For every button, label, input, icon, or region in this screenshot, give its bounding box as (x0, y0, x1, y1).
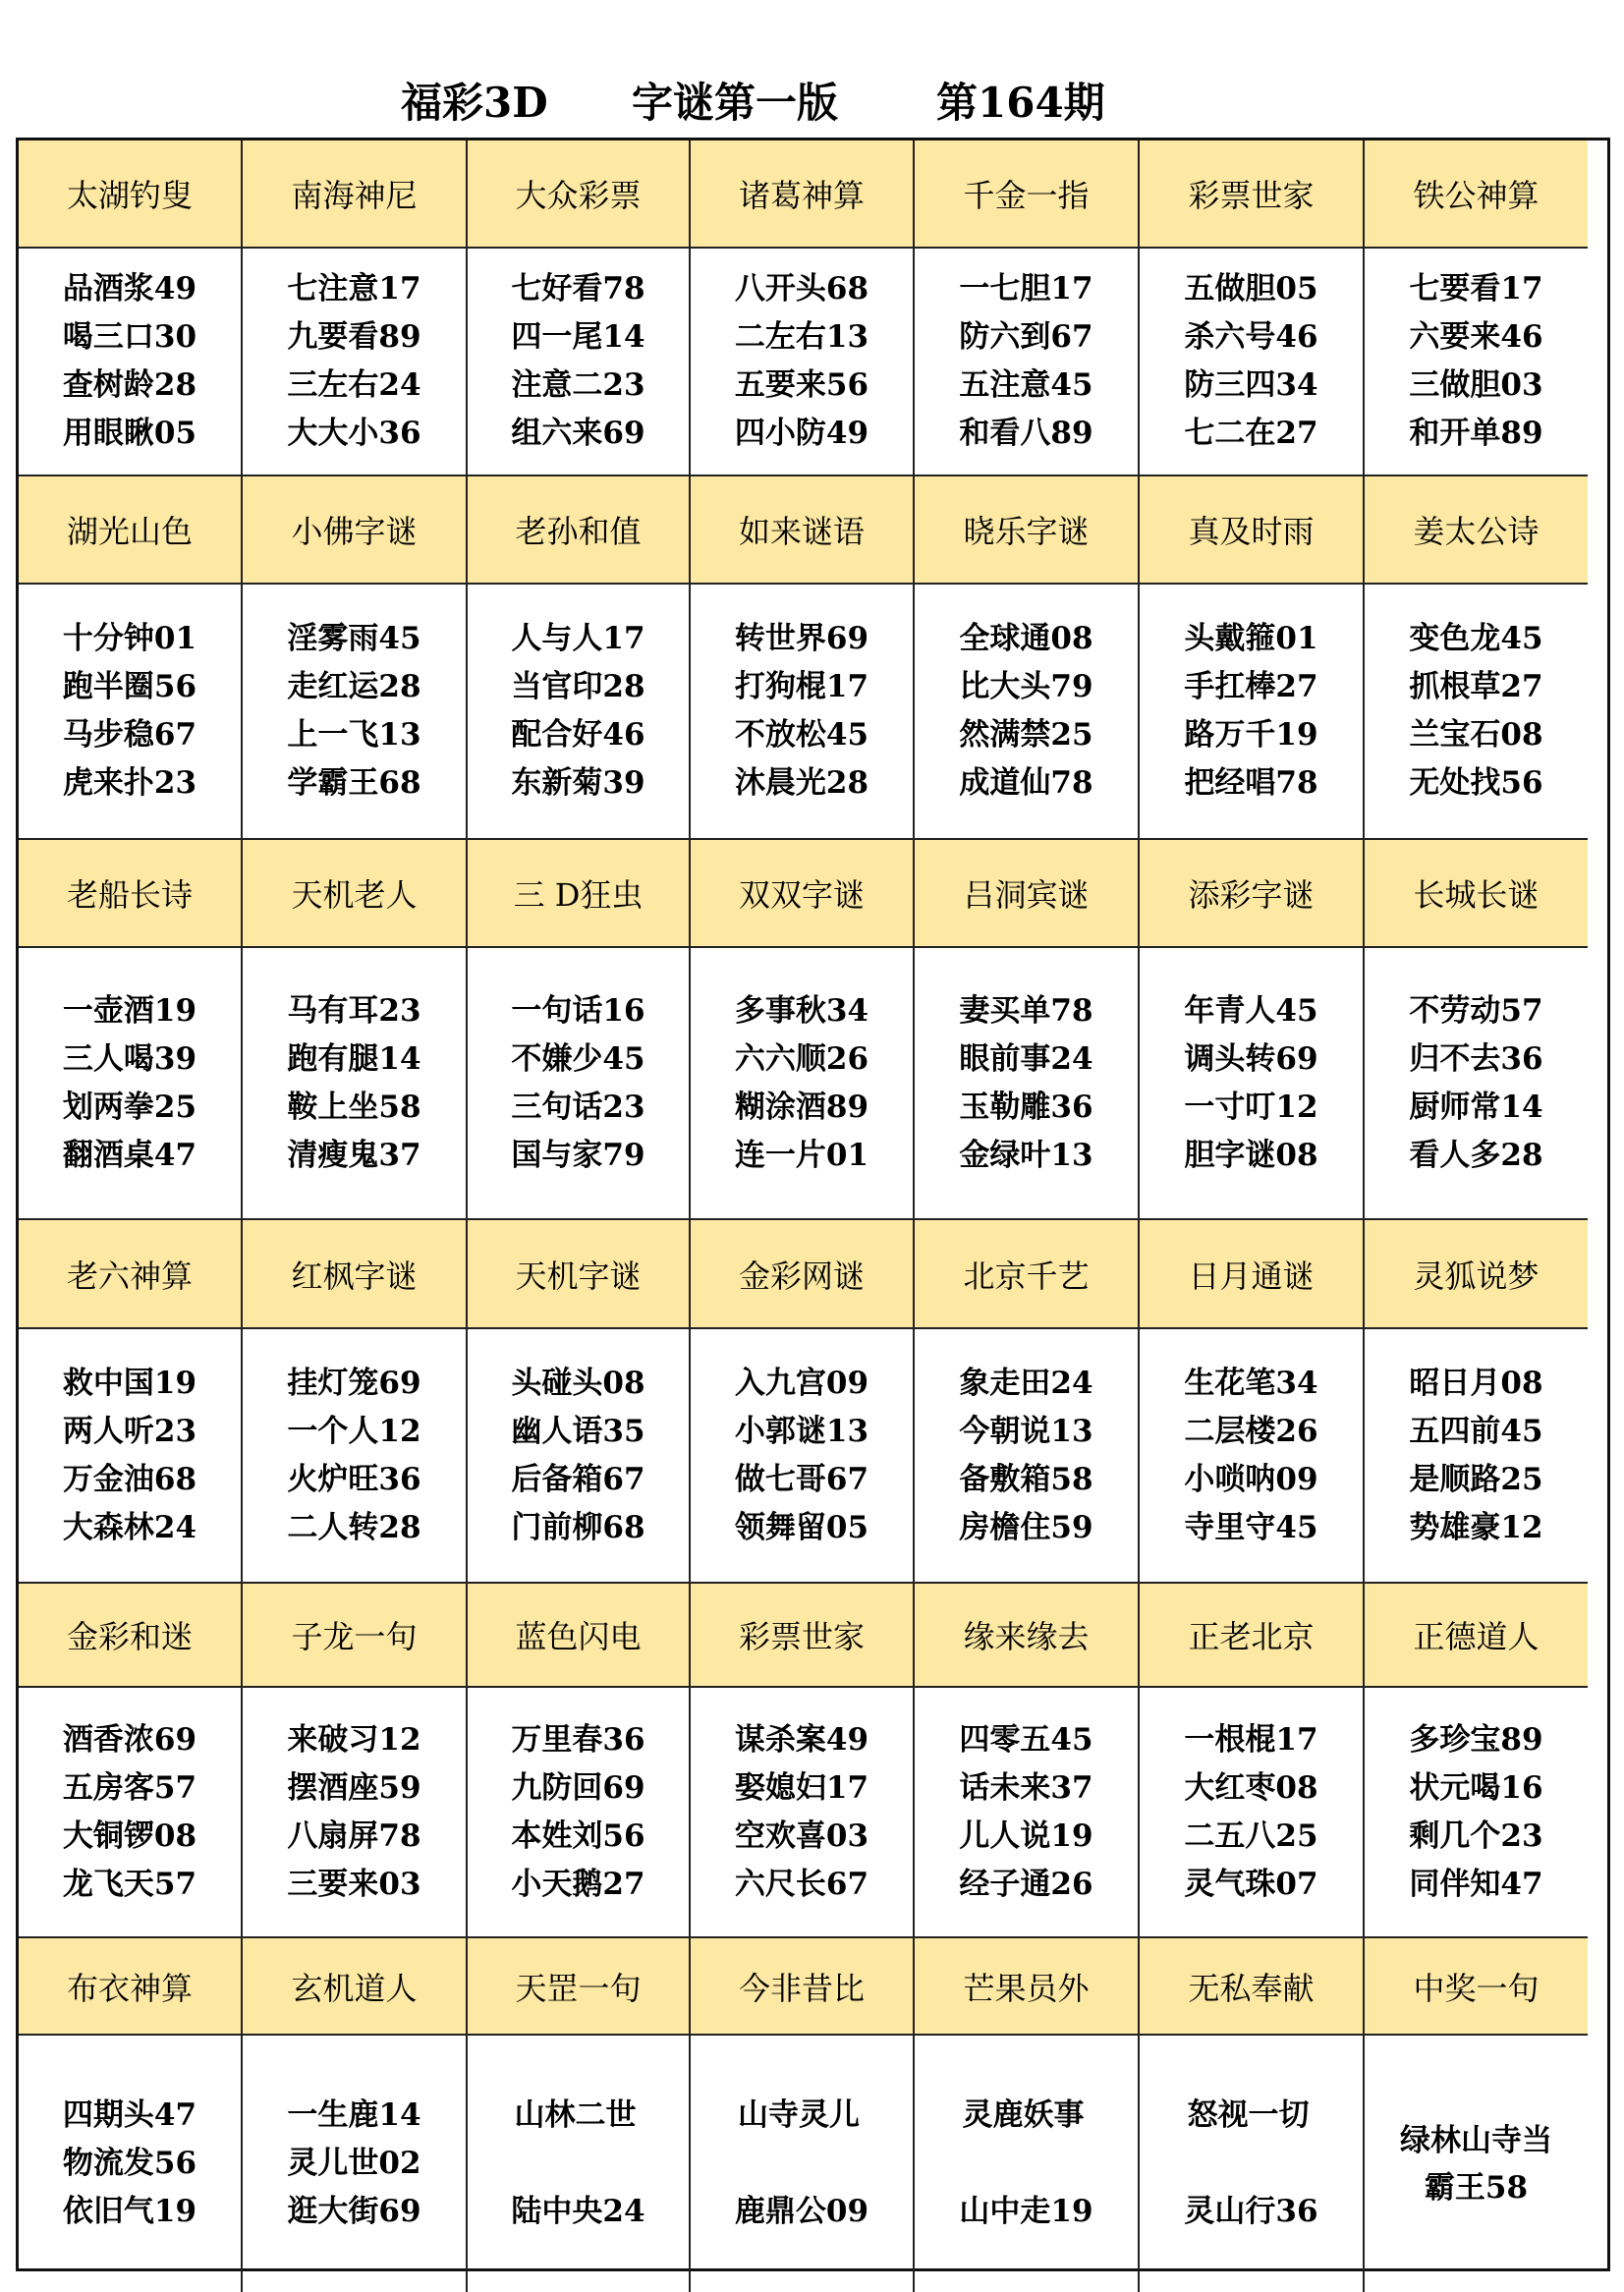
riddle-line: 灵气珠07 (1184, 1866, 1318, 1902)
riddle-line: 山寺灵儿 (738, 2097, 860, 2133)
riddle-line: 一寸叮12 (1184, 1089, 1318, 1125)
column-header: 大众彩票 (468, 140, 691, 249)
column-header: 真及时雨 (1140, 476, 1365, 585)
riddle-line: 七要看17 (1409, 271, 1543, 307)
riddle-cell (691, 249, 915, 476)
riddle-line: 逛大街69 (287, 2194, 421, 2229)
riddle-line: 大红枣08 (1184, 1769, 1318, 1806)
riddle-line: 绿林山寺当霸王58 (1400, 2122, 1552, 2206)
riddle-line: 厨师常14 (1409, 1089, 1543, 1125)
issue-number: 第164期 (936, 79, 1105, 127)
riddle-line: 一七胆17 (959, 271, 1093, 307)
riddle-line: 状元喝16 (1409, 1769, 1543, 1806)
riddle-line: 三做胆03 (1409, 367, 1543, 403)
riddle-cell (468, 585, 691, 840)
riddle-line: 淫雾雨45 (287, 621, 421, 656)
column-header: 子龙一句 (243, 1584, 468, 1688)
riddle-line: 一个人12 (287, 1413, 421, 1449)
riddle-line: 酒香浓69 (62, 1721, 197, 1758)
riddle-line: 调头转69 (1184, 1040, 1318, 1077)
riddle-line: 人与人17 (511, 621, 645, 656)
riddle-cell (468, 1329, 691, 1584)
riddle-cell (19, 585, 243, 840)
riddle-line: 眼前事24 (959, 1040, 1093, 1077)
riddle-line: 比大头79 (959, 669, 1093, 704)
riddle-line: 来破习12 (287, 1721, 421, 1758)
riddle-line: 象走田24 (959, 1365, 1093, 1401)
riddle-cell (243, 585, 468, 840)
riddle-line: 五做胆05 (1184, 271, 1318, 307)
riddle-line: 万里春36 (511, 1721, 645, 1758)
riddle-line: 品酒浆49 (62, 271, 197, 307)
riddle-line: 话未来37 (959, 1769, 1093, 1806)
riddle-cell (915, 2036, 1140, 2292)
column-header: 正德道人 (1365, 1584, 1588, 1688)
riddle-line: 鞍上坐58 (287, 1089, 421, 1125)
riddle-line: 灵山行36 (1184, 2194, 1318, 2229)
riddle-line: 糊涂酒89 (734, 1089, 869, 1125)
riddle-cell (691, 1688, 915, 1938)
riddle-line: 大铜锣08 (62, 1817, 197, 1854)
riddle-line: 二五八25 (1184, 1817, 1318, 1854)
riddle-line: 马有耳23 (287, 992, 421, 1029)
riddle-line: 杀六号46 (1184, 319, 1318, 355)
riddle-line: 摆酒座59 (287, 1769, 421, 1806)
riddle-cell (468, 1688, 691, 1938)
column-header: 金彩网谜 (691, 1220, 915, 1329)
riddle-line: 玉勒雕36 (959, 1089, 1093, 1125)
riddle-line: 东新菊39 (511, 765, 645, 801)
column-header: 中奖一句 (1365, 1938, 1588, 2036)
riddle-cell (915, 948, 1140, 1220)
column-header: 北京千艺 (915, 1220, 1140, 1329)
riddle-cell (468, 249, 691, 476)
riddle-line: 今朝说13 (959, 1413, 1093, 1449)
riddle-line: 兰宝石08 (1409, 717, 1543, 753)
column-header: 铁公神算 (1365, 140, 1588, 249)
riddle-line: 胆字谜08 (1184, 1137, 1318, 1173)
riddle-cell (915, 249, 1140, 476)
riddle-line: 把经唱78 (1184, 765, 1318, 801)
riddle-line: 当官印28 (511, 669, 645, 704)
riddle-line: 三左右24 (287, 367, 421, 403)
column-header: 南海神尼 (243, 140, 468, 249)
riddle-line: 路万千19 (1184, 717, 1318, 753)
riddle-line: 学霸王68 (287, 765, 421, 801)
column-header: 老船长诗 (19, 840, 243, 948)
riddle-line: 七好看78 (511, 271, 645, 307)
column-header: 缘来缘去 (915, 1584, 1140, 1688)
riddle-line: 是顺路25 (1409, 1461, 1543, 1497)
column-header: 小佛字谜 (243, 476, 468, 585)
column-header: 太湖钓叟 (19, 140, 243, 249)
riddle-line: 灵鹿妖事 (962, 2097, 1085, 2133)
riddle-line: 清瘦鬼37 (287, 1137, 421, 1173)
riddle-line: 大大小36 (287, 416, 421, 451)
riddle-line: 六六顺26 (734, 1040, 869, 1077)
riddle-cell (1140, 1688, 1365, 1938)
column-header: 天机老人 (243, 840, 468, 948)
riddle-cell (1365, 585, 1588, 840)
column-header: 天罡一句 (468, 1938, 691, 2036)
riddle-line: 喝三口30 (62, 319, 197, 355)
riddle-line: 跑半圈56 (62, 669, 197, 704)
riddle-cell (915, 1329, 1140, 1584)
column-header: 芒果员外 (915, 1938, 1140, 2036)
column-header: 无私奉献 (1140, 1938, 1365, 2036)
riddle-line: 年青人45 (1184, 992, 1318, 1029)
column-header: 老孙和值 (468, 476, 691, 585)
riddle-line: 用眼瞅05 (62, 416, 197, 451)
riddle-line: 和开单89 (1409, 416, 1543, 451)
riddle-line: 多珍宝89 (1409, 1721, 1543, 1758)
riddle-line: 全球通08 (959, 621, 1093, 656)
riddle-line: 救中国19 (62, 1365, 197, 1401)
riddle-line: 五房客57 (62, 1769, 197, 1806)
riddle-line: 做七哥67 (734, 1461, 869, 1497)
riddle-line: 备敷箱58 (959, 1461, 1093, 1497)
riddle-line: 虎来扑23 (62, 765, 197, 801)
riddle-line: 五四前45 (1409, 1413, 1543, 1449)
riddle-line: 七二在27 (1184, 416, 1318, 451)
column-header: 日月通谜 (1140, 1220, 1365, 1329)
lottery-name: 福彩3D (401, 79, 548, 127)
riddle-line: 多事秋34 (734, 992, 869, 1029)
riddle-line: 房檐住59 (959, 1509, 1093, 1545)
riddle-line: 怒视一切 (1187, 2097, 1310, 2133)
riddle-cell (243, 2036, 468, 2292)
riddle-line: 六尺长67 (734, 1866, 869, 1902)
column-header: 金彩和迷 (19, 1584, 243, 1688)
riddle-line: 小郭谜13 (734, 1413, 869, 1449)
riddle-line: 幽人语35 (511, 1413, 645, 1449)
riddle-cell (468, 948, 691, 1220)
riddle-line: 九防回69 (511, 1769, 645, 1806)
riddle-line: 然满禁25 (959, 717, 1093, 753)
riddle-line: 小唢呐09 (1184, 1461, 1318, 1497)
column-header: 老六神算 (19, 1220, 243, 1329)
column-header: 姜太公诗 (1365, 476, 1588, 585)
riddle-line: 物流发56 (62, 2146, 197, 2181)
riddle-line: 妻买单78 (959, 992, 1093, 1029)
riddle-line: 后备箱67 (511, 1461, 645, 1497)
riddle-line: 山中走19 (959, 2194, 1093, 2229)
riddle-line: 不劳动57 (1409, 992, 1543, 1029)
riddle-line: 依旧气19 (62, 2194, 197, 2229)
riddle-cell (1140, 2036, 1365, 2292)
riddle-line: 不嫌少45 (511, 1040, 645, 1077)
riddle-line: 马步稳67 (62, 717, 197, 753)
riddle-line: 火炉旺36 (287, 1461, 421, 1497)
riddle-line: 领舞留05 (734, 1509, 869, 1545)
riddle-line: 九要看89 (287, 319, 421, 355)
column-header: 彩票世家 (691, 1584, 915, 1688)
riddle-line: 打狗棍17 (734, 669, 869, 704)
column-header: 蓝色闪电 (468, 1584, 691, 1688)
riddle-line: 三人喝39 (62, 1040, 197, 1077)
riddle-line: 寺里守45 (1184, 1509, 1318, 1545)
column-header: 吕洞宾谜 (915, 840, 1140, 948)
riddle-line: 头戴箍01 (1184, 621, 1318, 656)
riddle-line: 国与家79 (511, 1137, 645, 1173)
riddle-line: 大森林24 (62, 1509, 197, 1545)
riddle-line: 两人听23 (62, 1413, 197, 1449)
riddle-cell (243, 249, 468, 476)
riddle-line: 二层楼26 (1184, 1413, 1318, 1449)
riddle-line: 经子通26 (959, 1866, 1093, 1902)
riddle-cell (1365, 2036, 1588, 2292)
riddle-line: 沐晨光28 (734, 765, 869, 801)
riddle-cell (1140, 585, 1365, 840)
column-header: 彩票世家 (1140, 140, 1365, 249)
riddle-line: 一根棍17 (1184, 1721, 1318, 1758)
riddle-line: 抓根草27 (1409, 669, 1543, 704)
riddle-line: 昭日月08 (1409, 1365, 1543, 1401)
riddle-line: 走红运28 (287, 669, 421, 704)
riddle-line: 五注意45 (959, 367, 1093, 403)
riddle-line: 势雄豪12 (1409, 1509, 1543, 1545)
riddle-line: 五要来56 (734, 367, 869, 403)
riddle-line: 鹿鼎公09 (734, 2194, 869, 2229)
riddle-cell (1365, 1329, 1588, 1584)
riddle-line: 谋杀案49 (734, 1721, 869, 1758)
riddle-cell (1140, 1329, 1365, 1584)
riddle-cell (243, 1329, 468, 1584)
riddle-line: 陆中央24 (511, 2194, 645, 2229)
riddle-line: 十分钟01 (62, 621, 197, 656)
riddle-line: 连一片01 (734, 1137, 869, 1173)
column-header: 三 D狂虫 (468, 840, 691, 948)
riddle-line: 头碰头08 (511, 1365, 645, 1401)
riddle-line: 同伴知47 (1409, 1866, 1543, 1902)
column-header: 晓乐字谜 (915, 476, 1140, 585)
riddle-line: 一生鹿14 (287, 2097, 421, 2133)
riddle-cell (691, 2036, 915, 2292)
column-header: 正老北京 (1140, 1584, 1365, 1688)
riddle-line: 娶媳妇17 (734, 1769, 869, 1806)
riddle-line: 四一尾14 (511, 319, 645, 355)
riddle-line: 本姓刘56 (511, 1817, 645, 1854)
riddle-cell (19, 948, 243, 1220)
riddle-line: 剩几个23 (1409, 1817, 1543, 1854)
riddle-cell (691, 1329, 915, 1584)
riddle-cell (691, 585, 915, 840)
column-header: 红枫字谜 (243, 1220, 468, 1329)
riddle-line: 成道仙78 (959, 765, 1093, 801)
riddle-line: 龙飞天57 (62, 1866, 197, 1902)
riddle-line: 跑有腿14 (287, 1040, 421, 1077)
riddle-line: 变色龙45 (1409, 621, 1543, 656)
column-header: 双双字谜 (691, 840, 915, 948)
riddle-cell (19, 2036, 243, 2292)
riddle-cell (915, 1688, 1140, 1938)
riddle-line: 组六来69 (511, 416, 645, 451)
riddle-line: 归不去36 (1409, 1040, 1543, 1077)
column-header: 诸葛神算 (691, 140, 915, 249)
column-header: 湖光山色 (19, 476, 243, 585)
riddle-line: 配合好46 (511, 717, 645, 753)
edition-name: 字谜第一版 (632, 79, 839, 127)
column-header: 今非昔比 (691, 1938, 915, 2036)
riddle-line: 万金油68 (62, 1461, 197, 1497)
riddle-line: 七注意17 (287, 271, 421, 307)
riddle-line: 查树龄28 (62, 367, 197, 403)
riddle-line: 四零五45 (959, 1721, 1093, 1758)
column-header: 玄机道人 (243, 1938, 468, 2036)
riddle-line: 无处找56 (1409, 765, 1543, 801)
riddle-line: 门前柳68 (511, 1509, 645, 1545)
riddle-line: 山林二世 (514, 2097, 637, 2133)
riddle-line: 灵儿世02 (287, 2146, 421, 2181)
riddle-line: 二人转28 (287, 1509, 421, 1545)
column-header: 长城长谜 (1365, 840, 1588, 948)
riddle-cell (1365, 249, 1588, 476)
riddle-line: 八扇屏78 (287, 1817, 421, 1854)
riddle-line: 四小防49 (734, 416, 869, 451)
riddle-line: 防六到67 (959, 319, 1093, 355)
riddle-cell (243, 1688, 468, 1938)
riddle-line: 注意二23 (511, 367, 645, 403)
riddle-line: 看人多28 (1409, 1137, 1543, 1173)
riddle-cell (19, 1688, 243, 1938)
riddle-line: 一壶酒19 (62, 992, 197, 1029)
riddle-cell (1365, 948, 1588, 1220)
riddle-cell (1140, 948, 1365, 1220)
riddle-line: 空欢喜03 (734, 1817, 869, 1854)
riddle-line: 挂灯笼69 (287, 1365, 421, 1401)
riddle-line: 三要来03 (287, 1866, 421, 1902)
riddle-line: 转世界69 (734, 621, 869, 656)
riddle-line: 儿人说19 (959, 1817, 1093, 1854)
riddle-line: 不放松45 (734, 717, 869, 753)
riddle-cell (1365, 1688, 1588, 1938)
riddle-line: 小天鹅27 (511, 1866, 645, 1902)
column-header: 添彩字谜 (1140, 840, 1365, 948)
riddle-cell (19, 249, 243, 476)
column-header: 灵狐说梦 (1365, 1220, 1588, 1329)
riddle-cell (243, 948, 468, 1220)
page-header (0, 59, 1624, 138)
riddle-cell (468, 2036, 691, 2292)
riddle-table (16, 138, 1610, 2271)
riddle-cell (19, 1329, 243, 1584)
riddle-line: 一句话16 (511, 992, 645, 1029)
riddle-line: 生花笔34 (1184, 1365, 1318, 1401)
riddle-line: 六要来46 (1409, 319, 1543, 355)
riddle-line: 二左右13 (734, 319, 869, 355)
riddle-line: 八开头68 (734, 271, 869, 307)
column-header: 布衣神算 (19, 1938, 243, 2036)
column-header: 天机字谜 (468, 1220, 691, 1329)
riddle-line: 上一飞13 (287, 717, 421, 753)
riddle-line: 四期头47 (62, 2097, 197, 2133)
riddle-line: 划两拳25 (62, 1089, 197, 1125)
column-header: 千金一指 (915, 140, 1140, 249)
riddle-cell (1140, 249, 1365, 476)
riddle-line: 翻酒桌47 (62, 1137, 197, 1173)
riddle-line: 入九宫09 (734, 1365, 869, 1401)
riddle-cell (915, 585, 1140, 840)
riddle-line: 防三四34 (1184, 367, 1318, 403)
riddle-line: 手扛棒27 (1184, 669, 1318, 704)
riddle-line: 金绿叶13 (959, 1137, 1093, 1173)
riddle-cell (691, 948, 915, 1220)
riddle-line: 三句话23 (511, 1089, 645, 1125)
column-header: 如来谜语 (691, 476, 915, 585)
riddle-line: 和看八89 (959, 416, 1093, 451)
